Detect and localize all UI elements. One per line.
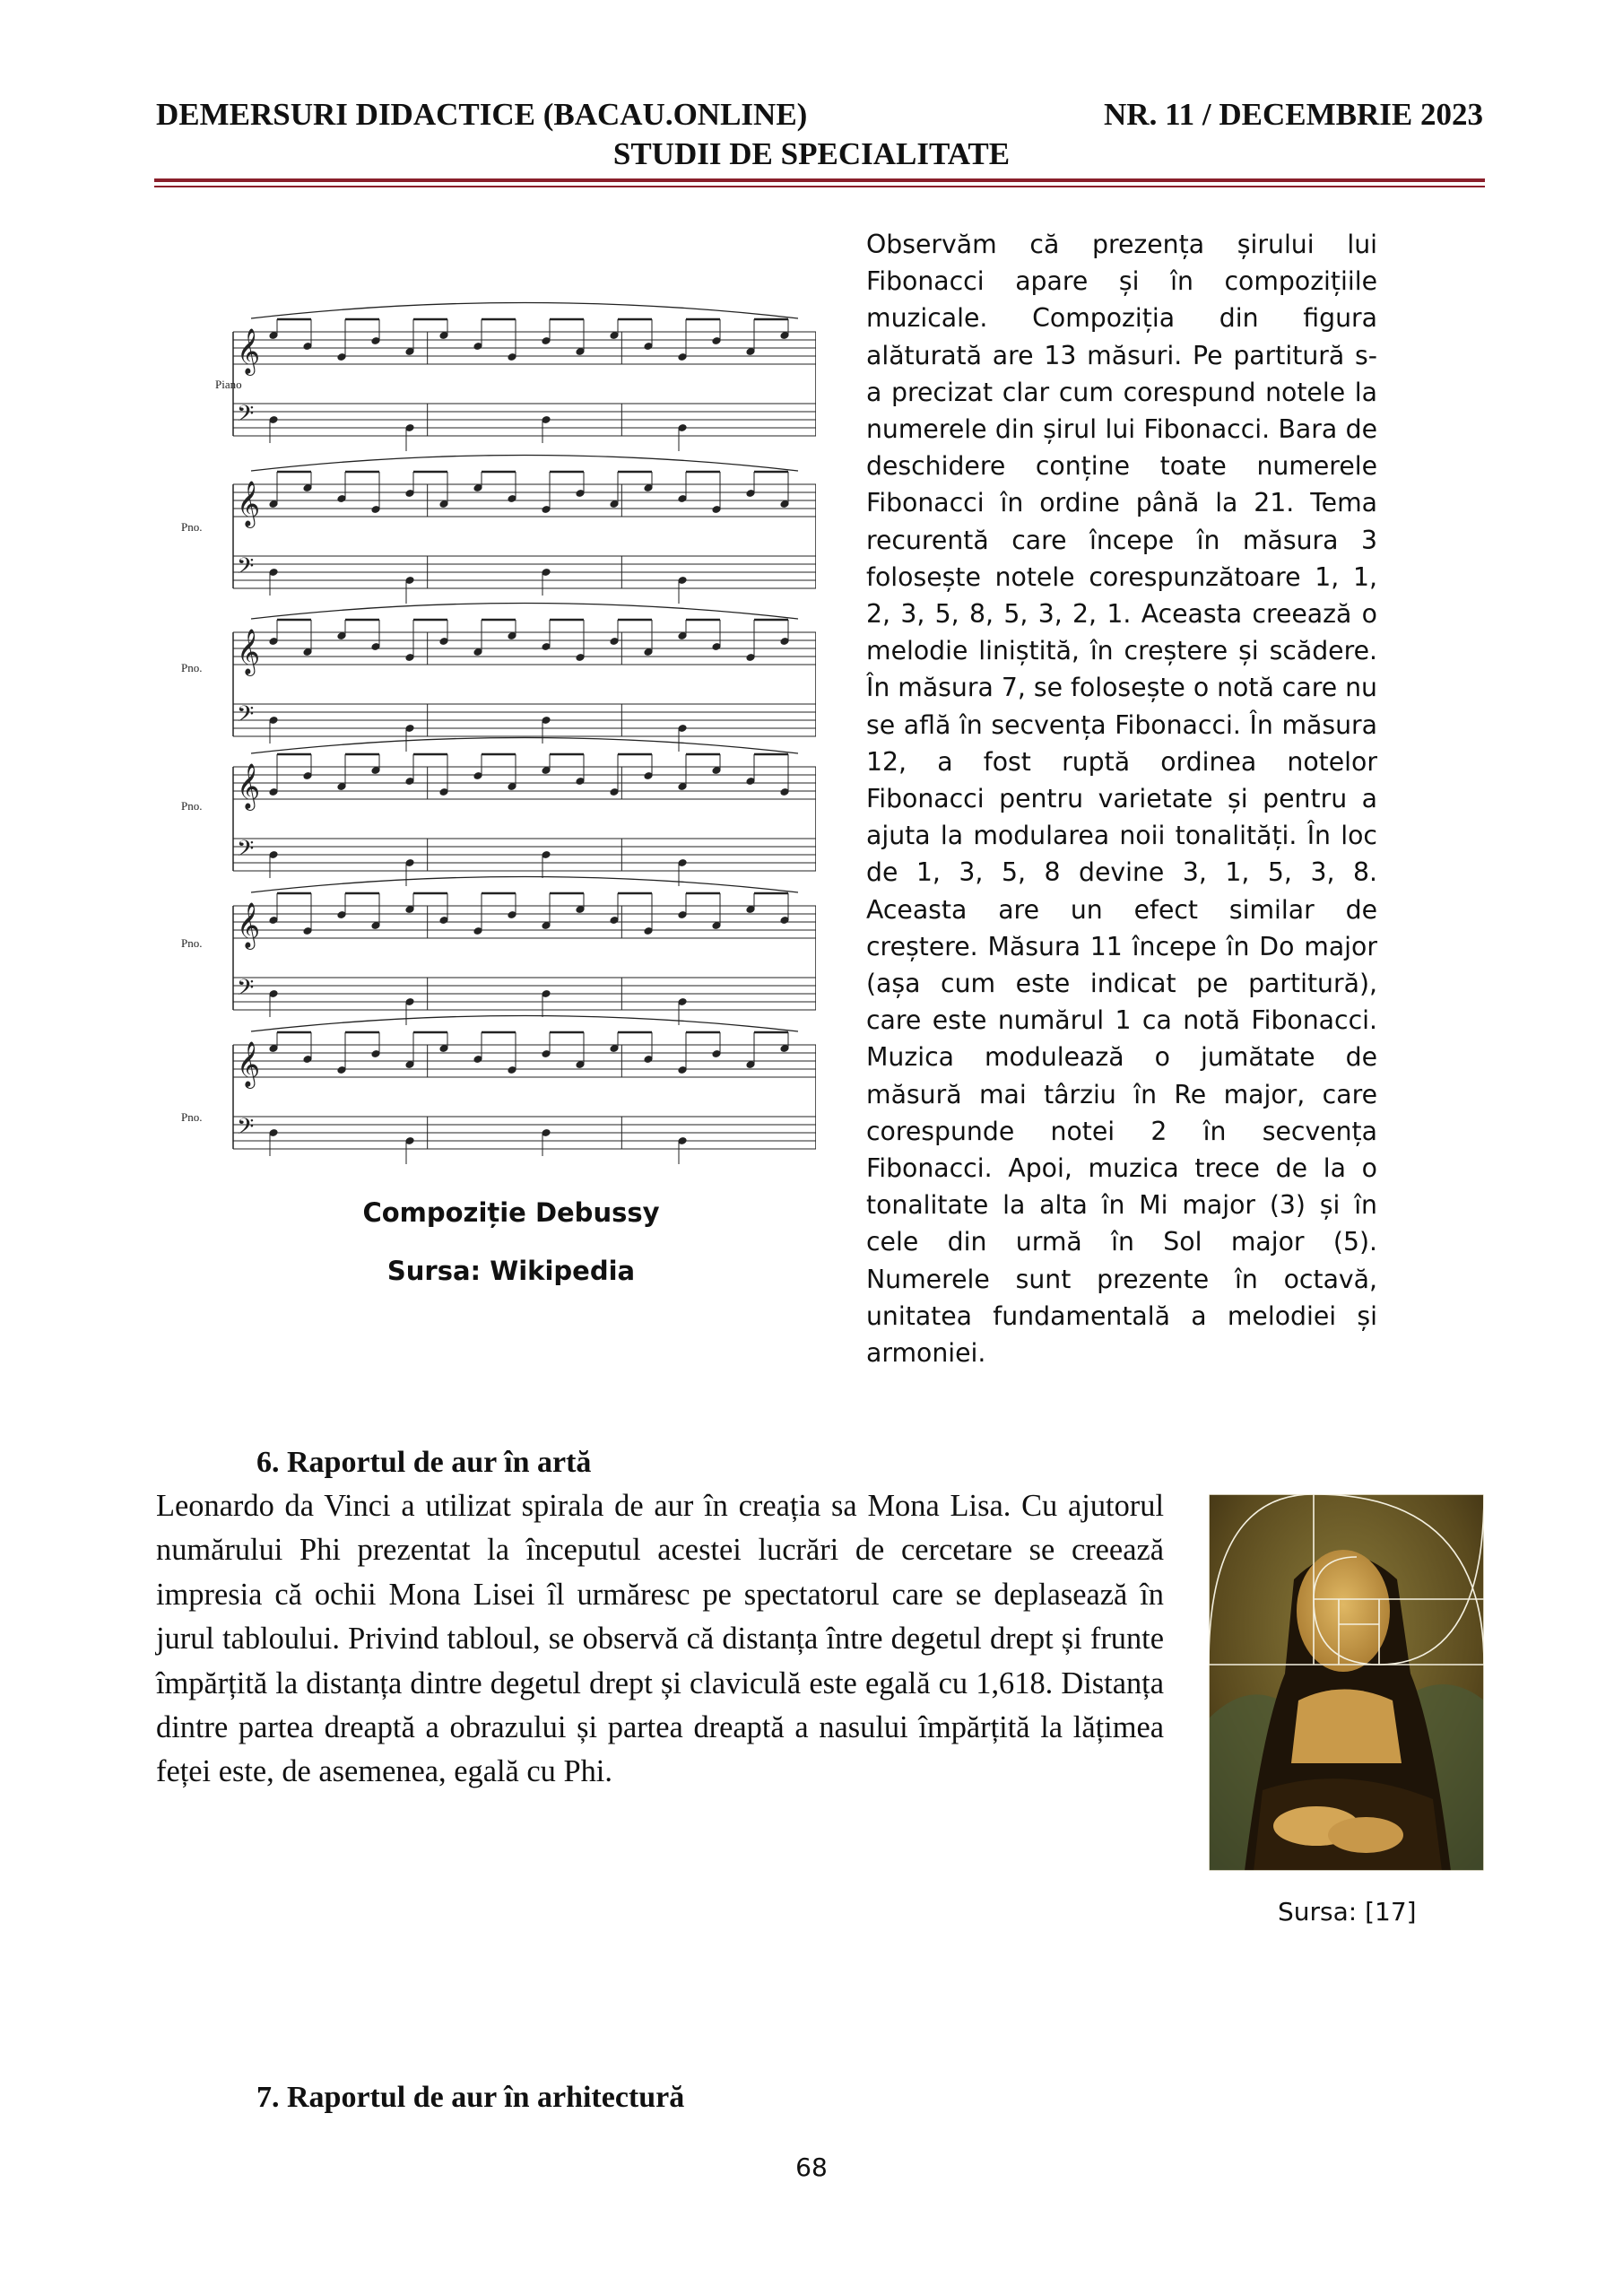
svg-text:𝄢: 𝄢 — [237, 701, 255, 733]
instrument-label-piano: Piano — [215, 378, 242, 391]
svg-text:𝄞: 𝄞 — [237, 629, 261, 674]
music-paragraph: Observăm că prezența șirului lui Fibonacci apare și în compozițiile muzicale. Compoziția din figura alăturată are 13 măsuri. Pe partitură s-a precizat clar cum corespund notele la numerele din șirul lui Fibonacci. Bara de deschidere conține toate numerele Fibonacci în ordine până la 21. Tema recurentă care începe în măsura 3 folosește notele corespunzătoare 1, 1, 2, 3, 5, 8, 5, 3, 2, 1. Aceasta creează o melodie liniștită, în creștere și scădere. În măsura 7, se folosește o notă care nu se află în secvența Fibonacci. În măsura 12, a fost ruptă ordinea notelor Fibonacci pentru varietate și pentru a ajuta la modularea noii tonalități. În loc de 1, 3, 5, 8 devine 3, 1, 5, 3, 8. Aceasta are un efect similar de creștere. Măsura 11 începe în Do major (așa cum este indicat pe partitură), care este numărul 1 ca notă Fibonacci. Muzica modulează o jumătate de măsură mai târziu în Re major, care corespunde notei 2 în secvența Fibonacci. Apoi, muzica trece de la o tonalitate la alta în Mi major (3) și în cele din urmă în Sol major (5). Numerele sunt prezente în octavă, unitatea fundamentală a melodiei și armoniei. — [866, 230, 1377, 1369]
music-score-icon — [179, 260, 816, 1175]
instrument-label-pno-3: Pno. — [181, 799, 203, 813]
section-6-body: Leonardo da Vinci a utilizat spirala de aur în creația sa Mona Lisa. Cu ajutorul numărului Phi prezentat la începutul acestei lucrări de cercetare se creează impresia că ochii Mona Lisei îl urmăresc pe spectatorul care se deplasează în jurul tabloului. Privind tabloul, se observă că distanța între degetul drept și frunte împărțită la distanța dintre degetul drept și claviculă este egală cu 1,618. Distanța dintre partea dreaptă a obrazului și partea dreaptă a nasului împărțită la lățimea feței este, de asemenea, egală cu Phi. — [156, 1489, 1164, 1789]
svg-text:𝄢: 𝄢 — [237, 975, 255, 1006]
instrument-label-pno-2: Pno. — [181, 661, 203, 674]
svg-text:𝄞: 𝄞 — [237, 1041, 261, 1087]
header-issue: NR. 11 / DECEMBRIE 2023 — [1104, 97, 1483, 132]
instrument-label-pno-5: Pno. — [181, 1110, 203, 1124]
svg-text:𝄢: 𝄢 — [237, 1114, 255, 1145]
svg-text:𝄢: 𝄢 — [237, 401, 255, 432]
mona-lisa-painting-icon — [1209, 1494, 1484, 1871]
page-number: 68 — [795, 2152, 828, 2182]
svg-text:𝄢: 𝄢 — [237, 553, 255, 585]
header-section: STUDII DE SPECIALITATE — [612, 136, 1011, 171]
svg-text:𝄞: 𝄞 — [237, 763, 261, 809]
header-rule-thick — [154, 178, 1485, 182]
figure-source: Sursa: Wikipedia — [386, 1256, 636, 1286]
section-7-heading: 7. Raportul de aur în arhitectură — [256, 2081, 685, 2114]
section-6-heading: 6. Raportul de aur în artă — [256, 1446, 592, 1479]
svg-text:𝄞: 𝄞 — [237, 902, 261, 948]
instrument-label-pno-4: Pno. — [181, 936, 203, 950]
instrument-label-pno-1: Pno. — [181, 520, 203, 534]
header-rule-thin — [154, 186, 1485, 187]
figure-caption: Compoziție Debussy — [362, 1197, 660, 1228]
header-journal-title: DEMERSURI DIDACTICE (BACAU.ONLINE) — [156, 97, 808, 132]
painting-source: Sursa: [17] — [1278, 1897, 1417, 1926]
svg-text:𝄞: 𝄞 — [237, 328, 261, 374]
svg-text:𝄢: 𝄢 — [237, 836, 255, 867]
svg-text:𝄞: 𝄞 — [237, 481, 261, 526]
